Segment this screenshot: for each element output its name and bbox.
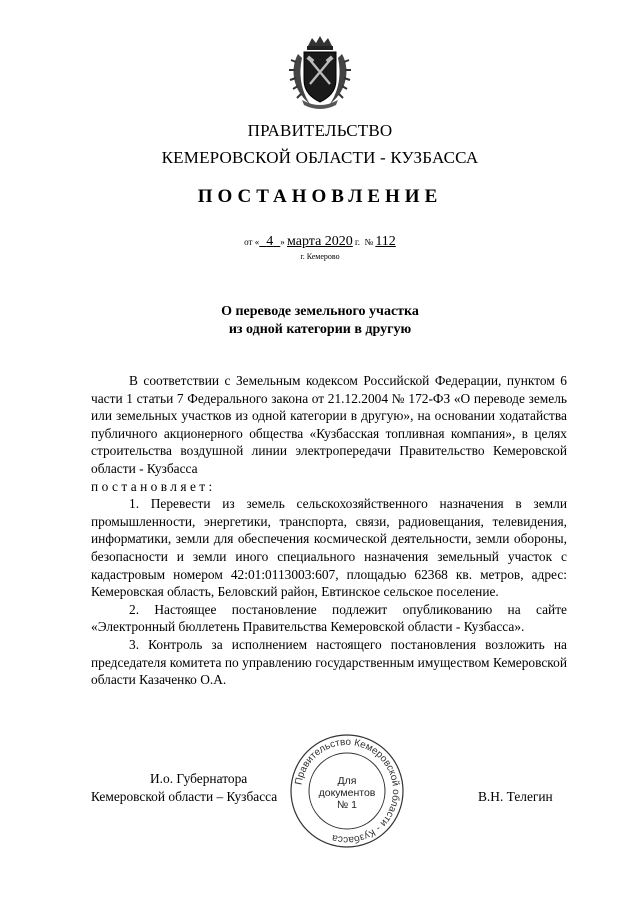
stamp-inner-line2: документов	[318, 787, 376, 799]
government-name-line2: КЕМЕРОВСКОЙ ОБЛАСТИ - КУЗБАССА	[161, 148, 479, 167]
item-2-paragraph: 2. Настоящее постановление подлежит опубликованию на сайте «Электронный бюллетень Правительства Кемеровской области - Кузбасса».	[91, 601, 567, 635]
item-3-paragraph: 3. Контроль за исполнением настоящего постановления возложить на председателя комитета по управлению государственным имуществом Кемеровской области Казаченко О.А.	[91, 636, 567, 688]
resolves-line: постановляет:	[91, 478, 216, 494]
government-name-line1: ПРАВИТЕЛЬСТВО	[247, 121, 393, 140]
document-number: 112	[375, 234, 396, 249]
date-number-line	[0, 234, 640, 250]
item-1-paragraph: 1. Перевести из земель сельскохозяйственного назначения в земли промышленности, энергетики, транспорта, связи, радиовещания, телевидения, информатики, земли для обеспечения космической деятельности, земли обороны, безопасности и земли иного специального назначения земельный участок с кадастровым номером 42:01:0113003:607, площадью 62368 кв. метров, адрес: Кемеровская область, Беловский район, Евтинское сельское поселение.	[91, 496, 567, 600]
signatory-title-line1: И.о. Губернатора	[150, 771, 248, 786]
coat-of-arms-icon	[288, 34, 352, 110]
date-prefix: от «	[244, 237, 260, 247]
document-body	[91, 372, 567, 689]
date-year-suffix: г.	[355, 237, 360, 247]
stamp-inner-text	[309, 775, 385, 811]
number-label: №	[364, 237, 374, 247]
signatory-name: В.Н. Телегин	[478, 789, 553, 804]
city-name: г. Кемерово	[300, 252, 340, 261]
stamp-inner-line1: Для	[337, 775, 357, 787]
document-subject	[0, 303, 640, 339]
subject-line2: из одной категории в другую	[228, 322, 412, 337]
subject-line1: О переводе земельного участка	[221, 304, 419, 319]
date-mid: »	[280, 237, 285, 247]
preamble-paragraph: В соответствии с Земельным кодексом Российской Федерации, пунктом 6 части 1 статьи 7 Федерального закона от 21.12.2004 № 172-ФЗ «О переводе земель или земельных участков из одной категории в другую», на основании ходатайства публичного акционерного общества «Кузбасская топливная компания», в целях строительства воздушной линии электропередачи Правительство Кемеровской области - Кузбасса	[91, 373, 567, 476]
stamp-inner-line3: № 1	[336, 799, 358, 811]
signatory-title-line2: Кемеровской области – Кузбасса	[91, 789, 278, 804]
date-month-year: марта 2020	[287, 234, 353, 249]
stamp-ring-text: Правительство Кемеровской области - Кузбасса	[293, 736, 402, 846]
date-day: 4	[266, 234, 274, 249]
document-type-title: ПОСТАНОВЛЕНИЕ	[197, 186, 443, 207]
